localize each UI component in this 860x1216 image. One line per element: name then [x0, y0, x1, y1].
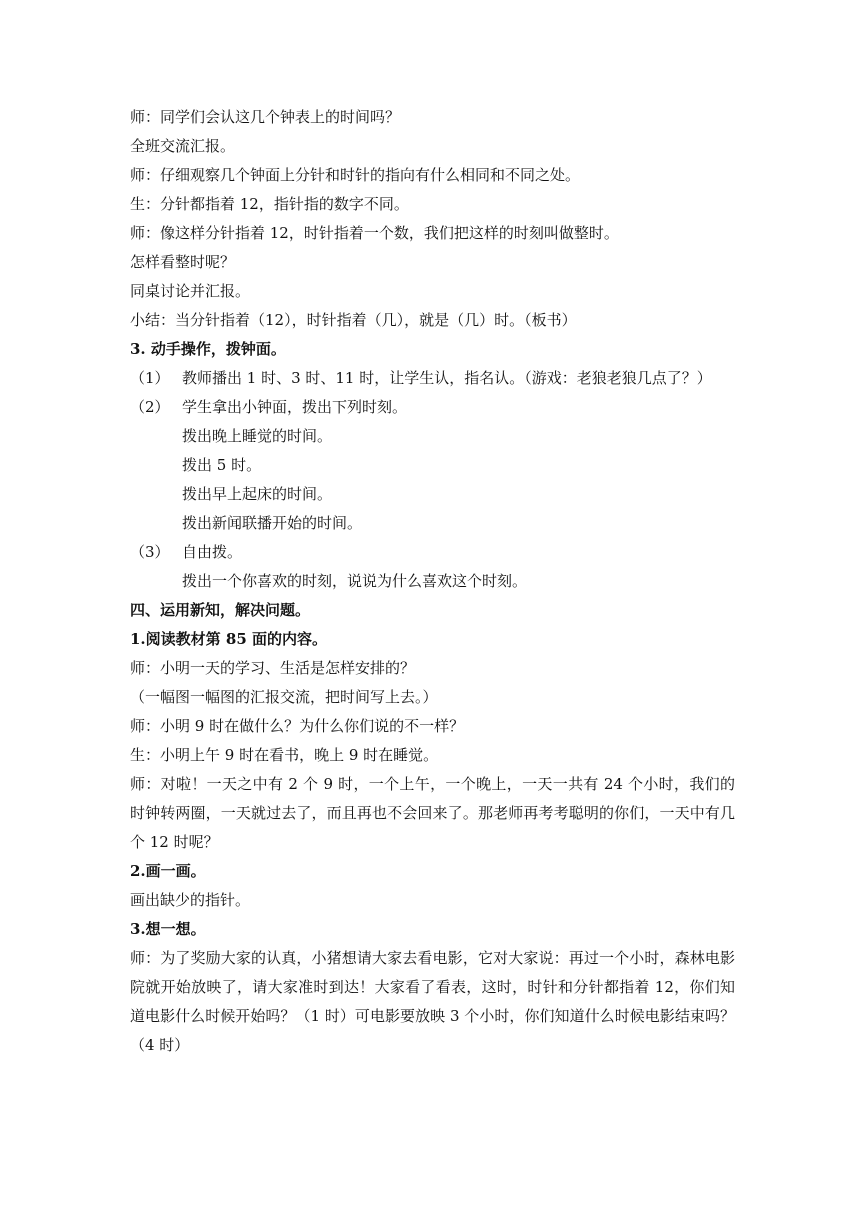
text-line: 生：小明上午 9 时在看书，晚上 9 时在睡觉。 [130, 746, 439, 764]
list-item-1 [130, 364, 735, 393]
paragraph: 师：为了奖励大家的认真，小猪想请大家去看电影，它对大家说：再过一个小时，森林电影院就开始放映了，请大家准时到达！大家看了看表，这时，时针和分针都指着 12，你们知道电影什么时候开始吗？（1 时）可电影要放映 3 个小时，你们知道什么时候电影结束吗？（4 时） [130, 949, 735, 1054]
text-line: 生：分针都指着 12，指针指的数字不同。 [130, 195, 409, 213]
text-line: （一幅图一幅图的汇报交流，把时间写上去。） [130, 688, 438, 706]
list-item-2 [130, 393, 735, 422]
list-number: （3） [130, 543, 170, 561]
text-line: 师：小明一天的学习、生活是怎样安排的？ [130, 659, 416, 677]
list-number: （2） [130, 398, 170, 416]
text-line: 师：小明 9 时在做什么？为什么你们说的不一样？ [130, 717, 465, 735]
subsection-3-heading: 3.想一想。 [130, 920, 206, 938]
text-line: 师：同学们会认这几个钟表上的时间吗？ [130, 108, 401, 126]
subsection-2-heading: 2.画一画。 [130, 862, 206, 880]
sub-line: 拨出 5 时。 [182, 456, 262, 474]
text-line: 师：仔细观察几个钟面上分针和时针的指向有什么相同和不同之处。 [130, 166, 581, 184]
document-body [130, 103, 735, 1060]
list-text: 自由拨。 [182, 543, 243, 561]
subsection-1-heading: 1.阅读教材第 85 面的内容。 [130, 630, 327, 648]
sub-line: 拨出一个你喜欢的时刻，说说为什么喜欢这个时刻。 [182, 572, 528, 590]
text-line: 全班交流汇报。 [130, 137, 236, 155]
sub-line: 拨出新闻联播开始的时间。 [182, 514, 363, 532]
text-line: 同桌讨论并汇报。 [130, 282, 251, 300]
section-3-heading: 3. 动手操作，拨钟面。 [130, 340, 286, 358]
paragraph: 师：对啦！一天之中有 2 个 9 时，一个上午，一个晚上，一天一共有 24 个小时，我们的时钟转两圈，一天就过去了，而且再也不会回来了。那老师再考考聪明的你们，一天中有几个 12 时呢？ [130, 775, 735, 851]
section-4-heading: 四、运用新知，解决问题。 [130, 601, 311, 619]
text-line: 画出缺少的指针。 [130, 891, 251, 909]
text-line: 怎样看整时呢？ [130, 253, 236, 271]
list-text: 学生拿出小钟面，拨出下列时刻。 [182, 398, 408, 416]
sub-line: 拨出晚上睡觉的时间。 [182, 427, 333, 445]
summary-line: 小结：当分针指着（12），时针指着（几），就是（几）时。（板书） [130, 311, 577, 329]
list-text: 教师播出 1 时、3 时、11 时，让学生认，指名认。（游戏：老狼老狼几点了？） [182, 369, 712, 387]
list-number: （1） [130, 369, 170, 387]
list-item-3 [130, 538, 735, 567]
text-line: 师：像这样分针指着 12，时针指着一个数，我们把这样的时刻叫做整时。 [130, 224, 619, 242]
sub-line: 拨出早上起床的时间。 [182, 485, 333, 503]
